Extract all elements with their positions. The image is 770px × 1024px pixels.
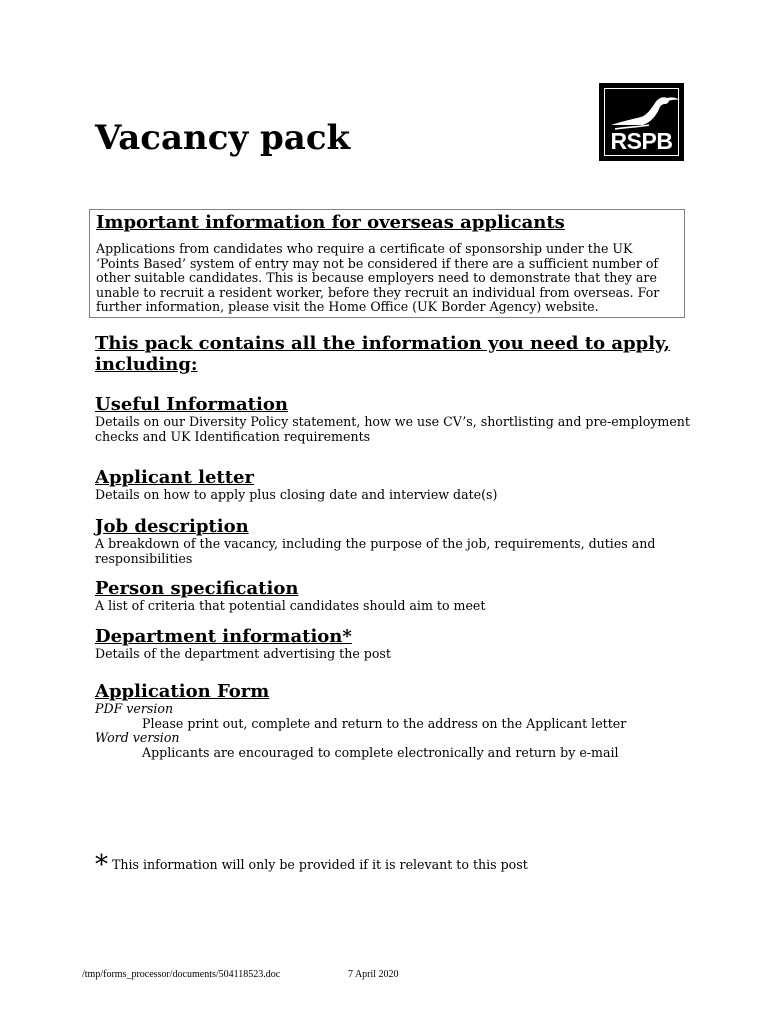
- section-heading: Job description: [95, 516, 249, 537]
- section-application-form: [95, 681, 695, 760]
- rspb-logo: [599, 83, 684, 161]
- section-useful-information: [95, 394, 695, 444]
- section-job-description: [95, 516, 695, 566]
- footer-date: 7 April 2020: [348, 969, 399, 980]
- word-version-text: Applicants are encouraged to complete electronically and return by e-mail: [142, 744, 619, 760]
- overseas-notice-box: [89, 209, 685, 318]
- notice-body: Applications from candidates who require a certificate of sponsorship under the UK ‘Points Based’ system of entry may not be considered if there are a sufficient number of other suitable candidates. This is because employers need to demonstrate that they are unable to recruit a resident worker, before they recruit an individual from overseas. For further information, please visit the Home Office (UK Border Agency) website.: [96, 241, 660, 315]
- section-heading: Application Form: [95, 681, 270, 702]
- footnote: [95, 851, 528, 879]
- logo-text: RSPB: [610, 128, 673, 154]
- word-version-label: Word version: [95, 730, 180, 746]
- notice-heading: Important information for overseas applicants: [96, 212, 565, 233]
- section-heading: Useful Information: [95, 394, 288, 415]
- footer-file-path: /tmp/forms_processor/documents/504118523.doc: [82, 969, 281, 980]
- section-person-specification: [95, 578, 695, 614]
- footnote-text: This information will only be provided if it is relevant to this post: [112, 857, 528, 872]
- section-text: Details on how to apply plus closing date and interview date(s): [95, 487, 498, 502]
- section-text: A list of criteria that potential candidates should aim to meet: [95, 598, 486, 613]
- pdf-version-label: PDF version: [95, 701, 174, 716]
- pdf-version-text: Please print out, complete and return to the address on the Applicant letter: [142, 715, 627, 731]
- section-text: A breakdown of the vacancy, including the purpose of the job, requirements, duties and responsibilities: [95, 536, 656, 566]
- section-heading: Applicant letter: [95, 467, 254, 488]
- page-title: Vacancy pack: [95, 118, 351, 158]
- section-heading: Department information*: [95, 626, 352, 647]
- section-department-information: [95, 626, 695, 662]
- section-text: Details on our Diversity Policy statement, how we use CV’s, shortlisting and pre-employment checks and UK Identification requirements: [95, 414, 690, 444]
- pack-intro-heading: This pack contains all the information you need to apply, including:: [95, 333, 671, 375]
- section-heading: Person specification: [95, 578, 299, 599]
- section-applicant-letter: [95, 467, 695, 503]
- footnote-mark: *: [95, 850, 108, 880]
- section-text: Details of the department advertising the post: [95, 646, 391, 661]
